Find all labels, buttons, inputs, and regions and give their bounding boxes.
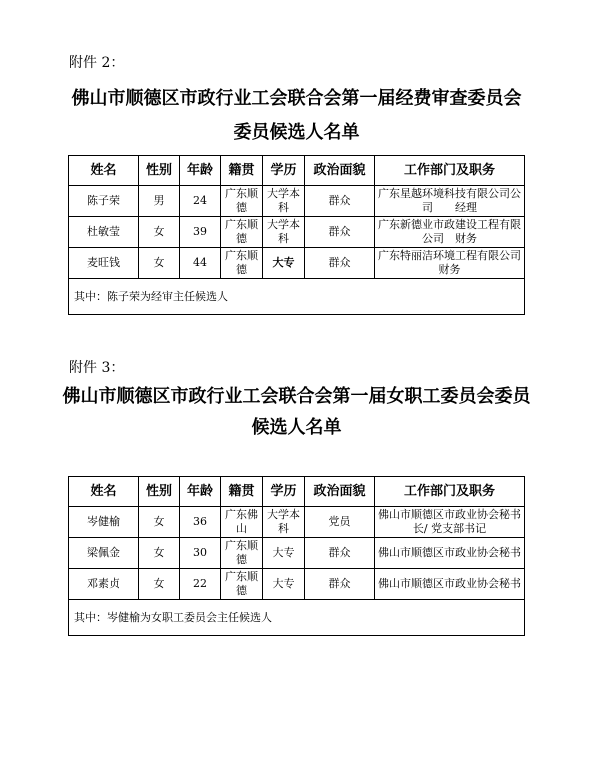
- header-name: 姓名: [69, 477, 139, 507]
- header-work-position: 工作部门及职务: [375, 477, 525, 507]
- cell-political-status: 群众: [305, 217, 375, 248]
- cell-work-position: 佛山市顺德区市政业协会秘书长/ 党支部书记: [375, 507, 525, 538]
- table-row: [69, 538, 525, 569]
- table-title-continued: 候选人名单: [251, 417, 342, 438]
- cell-name: 杜敏莹: [69, 217, 139, 248]
- header-origin: 籍贯: [221, 156, 263, 186]
- cell-political-status: 群众: [305, 538, 375, 569]
- cell-origin: 广东顺德: [221, 217, 263, 248]
- table-row: [69, 569, 525, 600]
- table-note-row: [69, 279, 525, 315]
- cell-work-position: 佛山市顺德区市政业协会秘书: [375, 538, 525, 569]
- cell-education: 大专: [263, 569, 305, 600]
- cell-work-position: 广东新德业市政建设工程有限公司 财务: [375, 217, 525, 248]
- table-row: [69, 186, 525, 217]
- table-title-continued: 委员候选人名单: [233, 122, 360, 143]
- table-note-row: [69, 600, 525, 636]
- cell-origin: 广东顺德: [221, 538, 263, 569]
- header-education: 学历: [263, 156, 305, 186]
- cell-name: 邓素贞: [69, 569, 139, 600]
- candidate-table: [68, 155, 543, 315]
- header-education: 学历: [263, 477, 305, 507]
- cell-age: 30: [180, 538, 221, 569]
- cell-name: 陈子荣: [69, 186, 139, 217]
- cell-gender: 男: [139, 186, 180, 217]
- cell-work-position: 佛山市顺德区市政业协会秘书: [375, 569, 525, 600]
- cell-education: 大专: [263, 538, 305, 569]
- cell-origin: 广东顺德: [221, 569, 263, 600]
- table-note: 其中：岑健榆为女职工委员会主任候选人: [69, 600, 525, 636]
- header-political-status: 政治面貌: [305, 156, 375, 186]
- cell-political-status: 群众: [305, 186, 375, 217]
- table-row: [69, 217, 525, 248]
- cell-name: 梁佩金: [69, 538, 139, 569]
- cell-political-status: 群众: [305, 248, 375, 279]
- cell-political-status: 党员: [305, 507, 375, 538]
- header-origin: 籍贯: [221, 477, 263, 507]
- cell-age: 44: [180, 248, 221, 279]
- cell-origin: 广东顺德: [221, 248, 263, 279]
- cell-age: 36: [180, 507, 221, 538]
- cell-age: 24: [180, 186, 221, 217]
- cell-origin: 广东顺德: [221, 186, 263, 217]
- cell-gender: 女: [139, 507, 180, 538]
- cell-education: 大学本科: [263, 186, 305, 217]
- header-gender: 性别: [139, 477, 180, 507]
- table-title: 佛山市顺德区市政行业工会联合会第一届经费审查委员会: [71, 88, 522, 109]
- cell-age: 39: [180, 217, 221, 248]
- header-age: 年龄: [180, 477, 221, 507]
- cell-gender: 女: [139, 569, 180, 600]
- cell-gender: 女: [139, 217, 180, 248]
- table-header-row: [69, 156, 525, 186]
- cell-gender: 女: [139, 248, 180, 279]
- header-work-position: 工作部门及职务: [375, 156, 525, 186]
- cell-name: 岑健榆: [69, 507, 139, 538]
- cell-education: 大学本科: [263, 217, 305, 248]
- cell-origin: 广东佛山: [221, 507, 263, 538]
- cell-political-status: 群众: [305, 569, 375, 600]
- table-row: [69, 507, 525, 538]
- cell-age: 22: [180, 569, 221, 600]
- cell-education: 大学本科: [263, 507, 305, 538]
- candidate-table: [68, 476, 525, 636]
- cell-work-position: 广东星越环境科技有限公司公司 经理: [375, 186, 525, 217]
- header-name: 姓名: [69, 156, 139, 186]
- cell-education: 大专: [263, 248, 305, 279]
- header-political-status: 政治面貌: [305, 477, 375, 507]
- cell-name: 麦旺钱: [69, 248, 139, 279]
- header-gender: 性别: [139, 156, 180, 186]
- table-note: 其中：陈子荣为经审主任候选人: [69, 279, 525, 315]
- table-header-row: [69, 477, 525, 507]
- attachment-label: 附件 3：: [69, 360, 125, 376]
- table-row: [69, 248, 525, 279]
- table-title: 佛山市顺德区市政行业工会联合会第一届女职工委员会委员: [62, 386, 531, 407]
- cell-gender: 女: [139, 538, 180, 569]
- attachment-label: 附件 2：: [69, 55, 125, 71]
- cell-work-position: 广东特丽洁环境工程有限公司 财务: [375, 248, 525, 279]
- header-age: 年龄: [180, 156, 221, 186]
